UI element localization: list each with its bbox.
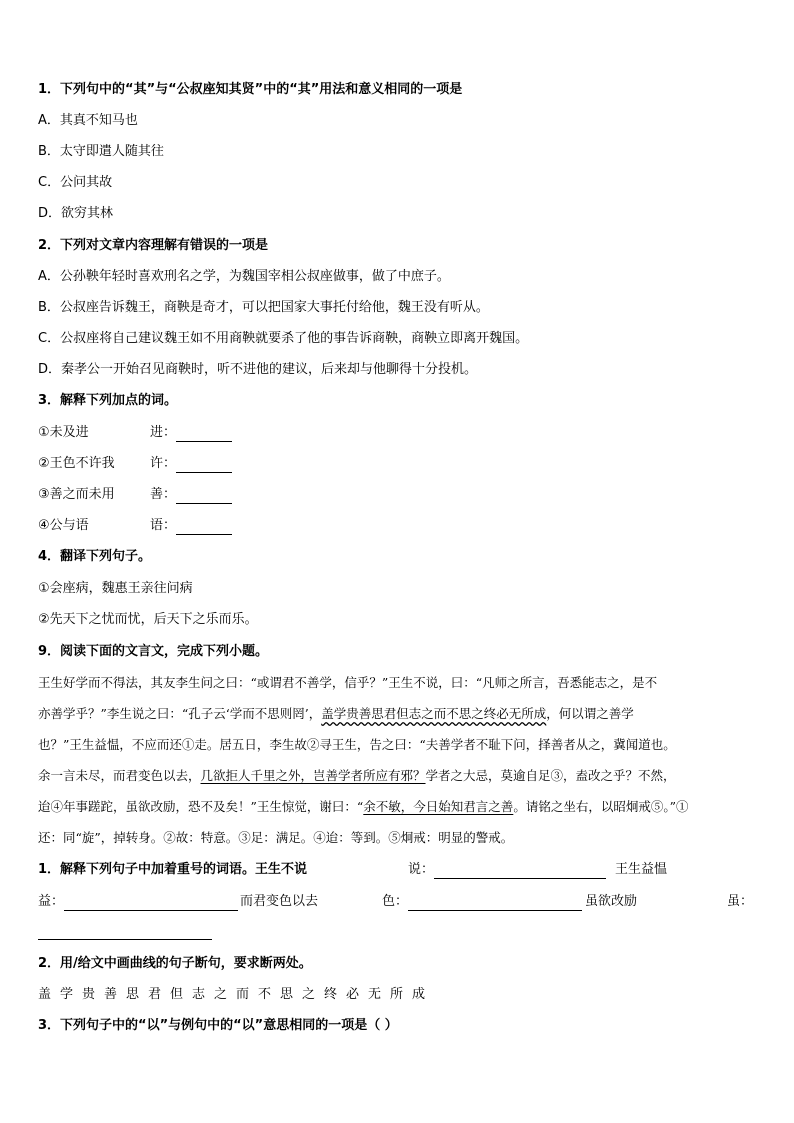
q3-item-word-label: 进： xyxy=(150,425,177,440)
answer-blank[interactable] xyxy=(64,896,238,911)
q3-item-word xyxy=(150,486,232,504)
q1-option-a: A．其真不知马也 xyxy=(38,113,138,128)
answer-blank[interactable] xyxy=(176,427,232,442)
q3-item-word-label: 许： xyxy=(150,456,177,471)
underlined-sentence: 几欲拒人千里之外，岂善学者所应有邪？ xyxy=(200,768,426,783)
sub1-word-label: 益： xyxy=(38,894,65,909)
q2-option-a: A．公孙鞅年轻时喜欢刑名之学，为魏国宰相公叔座做事，做了中庶子。 xyxy=(38,269,450,284)
passage-line xyxy=(38,767,758,785)
sub1-word xyxy=(408,861,606,879)
sub1-word xyxy=(382,893,582,911)
underlined-sentence: 余不敏，今日始知君言之善 xyxy=(363,799,514,814)
passage-footnotes: 还：同“旋”，掉转身。②故：特意。③足：满足。④迨：等到。⑤炯戒：明显的警戒。 xyxy=(38,830,514,845)
q2-option-b: B．公叔座告诉魏王，商鞅是奇才，可以把国家大事托付给他，魏王没有听从。 xyxy=(38,300,489,315)
q3-item-word xyxy=(150,517,232,535)
answer-blank[interactable] xyxy=(176,489,232,504)
passage-text: 学者之大忌，莫逾自足③，盍改之乎？不然， xyxy=(425,768,676,783)
sub1-word-label: 说： xyxy=(408,862,435,877)
q2-stem: 2．下列对文章内容理解有错误的一项是 xyxy=(38,238,269,253)
answer-blank[interactable] xyxy=(434,864,606,879)
sub3-stem: 3．下列句子中的“以”与例句中的“以”意思相同的一项是（ ） xyxy=(38,1018,398,1033)
sub1-word-label: 色： xyxy=(382,894,409,909)
q1-option-d: D．欲穷其林 xyxy=(38,206,114,221)
q4-sentence: ②先天下之忧而忧，后天下之乐而乐。 xyxy=(38,612,258,627)
q3-item-word xyxy=(150,455,232,473)
q1-option-b: B．太守即遣人随其往 xyxy=(38,144,164,159)
wavy-underlined-sentence: 盖学贵善思君但志之而不思之终必无所成 xyxy=(321,706,547,721)
sub2-sentence: 盖学贵善思君但志之而不思之终必无所成 xyxy=(38,987,435,1002)
passage-line: 王生好学而不得法，其友李生问之曰：“或谓君不善学，信乎？”王生不说，曰：“凡师之所言，吾悉能志之，是不 xyxy=(38,675,658,690)
q9-stem: 9．阅读下面的文言文，完成下列小题。 xyxy=(38,644,269,659)
passage-text: 迨④年事蹉跎，虽欲改励，恐不及矣！”王生惊觉，谢曰：“ xyxy=(38,799,364,814)
q3-item-phrase: ④公与语 xyxy=(38,518,89,533)
answer-blank[interactable] xyxy=(408,896,582,911)
q2-option-c: C．公叔座将自己建议魏王如不用商鞅就要杀了他的事告诉商鞅，商鞅立即离开魏国。 xyxy=(38,331,529,346)
q3-item-word-label: 语： xyxy=(150,518,177,533)
sub2-stem: 2．用/给文中画曲线的句子断句，要求断两处。 xyxy=(38,956,312,971)
sub1-stem: 1．解释下列句子中加着重号的词语。王生不说 xyxy=(38,862,308,877)
passage-line xyxy=(38,705,758,723)
passage-text: 余一言未尽，而君变色以去， xyxy=(38,768,201,783)
q1-stem: 1．下列句中的“其”与“公叔座知其贤”中的“其”用法和意义相同的一项是 xyxy=(38,82,463,97)
q3-item-word xyxy=(150,424,232,442)
q3-item-phrase: ③善之而未用 xyxy=(38,487,115,502)
q3-stem: 3．解释下列加点的词。 xyxy=(38,393,178,408)
q4-stem: 4．翻译下列句子。 xyxy=(38,549,152,564)
q4-sentence: ①会座病，魏惠王亲往问病 xyxy=(38,581,193,596)
passage-text: ，何以谓之善学 xyxy=(546,706,634,721)
sub1-phrase: 虽欲改励 xyxy=(585,894,638,909)
passage-text: 。请铭之坐右，以昭炯戒⑤。”① xyxy=(513,799,689,814)
q3-item-phrase: ①未及进 xyxy=(38,425,89,440)
answer-blank[interactable] xyxy=(176,458,232,473)
q2-option-d: D．秦孝公一开始召见商鞅时，听不进他的建议，后来却与他聊得十分投机。 xyxy=(38,362,478,377)
q1-option-c: C．公问其故 xyxy=(38,175,113,190)
passage-text: 亦善学乎？”李生说之曰：“孔子云‘学而不思则罔’， xyxy=(38,706,322,721)
passage-line: 也？”王生益愠，不应而还①走。居五日，李生故②寻王生，告之曰：“夫善学者不耻下问，择善者从之，冀闻道也。 xyxy=(38,737,676,752)
sub1-phrase: 王生益愠 xyxy=(615,862,668,877)
answer-blank[interactable] xyxy=(38,939,212,940)
sub1-word-label: 虽： xyxy=(727,894,754,909)
sub1-word xyxy=(38,893,238,911)
sub1-phrase: 而君变色以去 xyxy=(240,894,319,909)
passage-line xyxy=(38,798,758,816)
answer-blank[interactable] xyxy=(176,520,232,535)
q3-item-phrase: ②王色不许我 xyxy=(38,456,115,471)
q3-item-word-label: 善： xyxy=(150,487,177,502)
